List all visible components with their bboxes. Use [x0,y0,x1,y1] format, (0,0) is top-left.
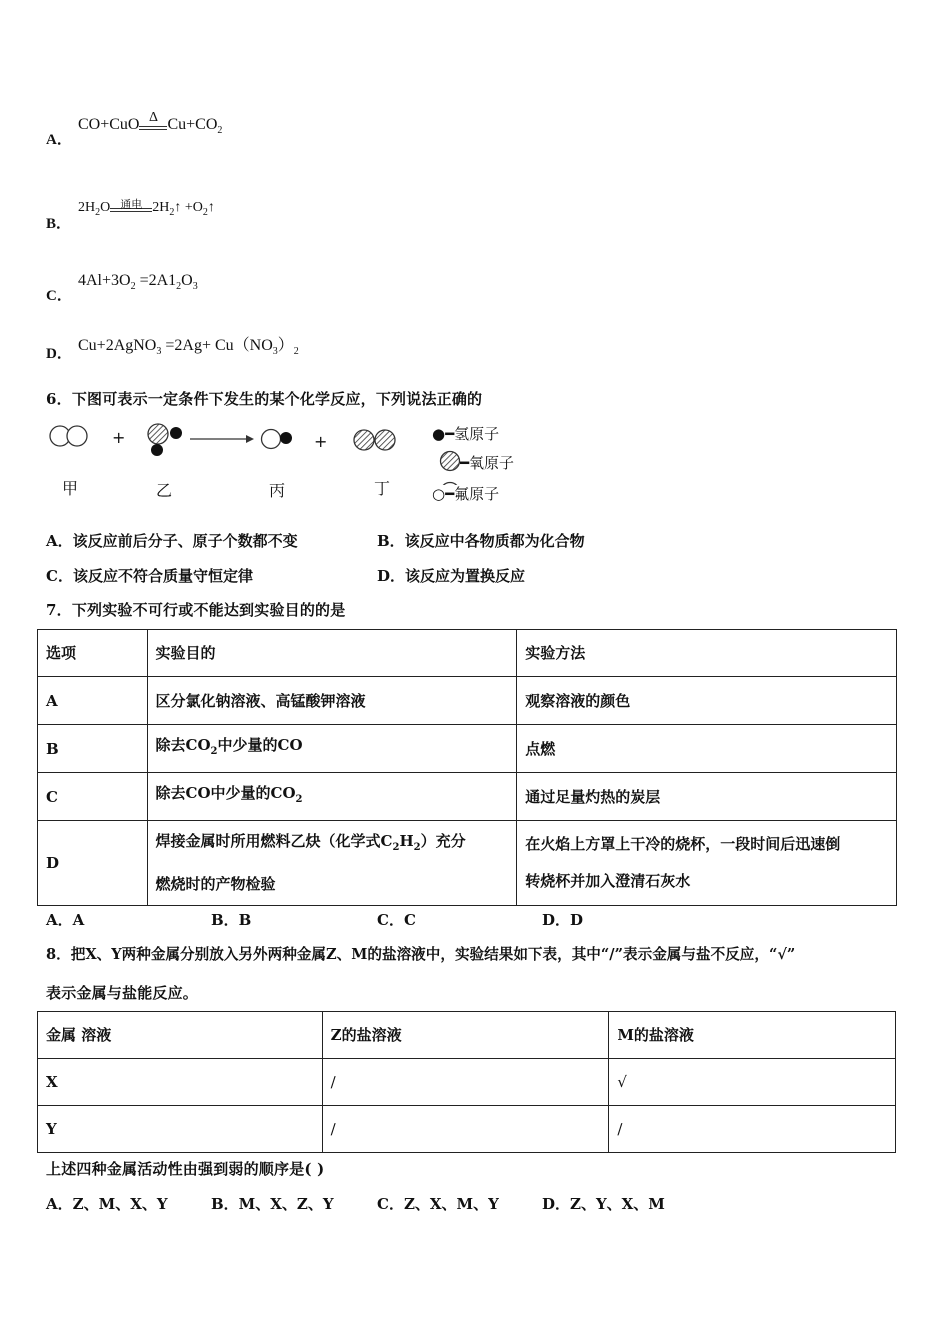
legend-oxygen-icon [441,452,460,471]
q7-table [37,629,897,906]
molecule-bing-icon [262,430,293,449]
molecule-label-yi: 乙 [156,481,173,500]
option-b-label: B． [46,216,72,232]
header-cell: 选项 [38,630,148,677]
table-row [38,1106,896,1153]
legend-oxygen: ━氧原子 [460,454,515,472]
q7-answer-b: B．B [211,911,252,929]
table-row [38,677,897,725]
reaction-arrow-icon [190,435,254,443]
result-cell: √ [609,1059,896,1106]
result-cell: ∕ [322,1059,609,1106]
q7-answer-d: D．D [542,911,584,929]
option-cell: A [38,677,148,725]
table-row [38,821,897,906]
method-cell: 通过足量灼热的炭层 [517,773,897,821]
molecule-label-ding: 丁 [374,479,391,498]
option-cell: B [38,725,148,773]
equation-c: $4Al+3O_2 =2A1_2O_3$ [78,272,198,293]
table-row [38,725,897,773]
result-cell: ∕ [322,1106,609,1153]
header-cell: 金属 溶液 [38,1012,323,1059]
q6-option-a: A．该反应前后分子、原子个数都不变 [46,532,298,550]
question-8-prompt: 上述四种金属活动性由强到弱的顺序是( ) [46,1160,325,1178]
equation-d: Cu+2AgNO$_3$ $=2Ag+ Cu(NO_3)_2$ [78,337,299,358]
table-row [38,1059,896,1106]
q6-option-d: D．该反应为置换反应 [377,567,526,585]
goal-cell: 焊接金属时所用燃料乙炔（化学式$C_2H_2$）充分 燃烧时的产物检验 [147,821,517,906]
option-cell: D [38,821,148,906]
metal-cell: X [38,1059,323,1106]
q8-answer-d: D．Z、Y、X、M [542,1195,665,1213]
method-cell: 点燃 [517,725,897,773]
goal-cell: 区分氯化钠溶液、高锰酸钾溶液 [147,677,517,725]
option-cell: C [38,773,148,821]
molecule-yi-icon [148,424,182,456]
molecule-ding-icon [354,430,395,450]
plus-sign-1: + [112,428,126,447]
legend-hydrogen: ●━氢原子 [432,425,500,443]
table-row [38,773,897,821]
header-cell: Z的盐溶液 [322,1012,609,1059]
metal-cell: Y [38,1106,323,1153]
legend-fluorine: ○━氟原子 [432,485,500,503]
q8-table [37,1011,896,1153]
method-cell: 在火焰上方罩上干冷的烧杯，一段时间后迅速倒 转烧杯并加入澄清石灰水 [517,821,897,906]
q6-option-c: C．该反应不符合质量守恒定律 [46,567,253,585]
table-header-row [38,1012,896,1059]
option-c-label: C． [46,288,72,304]
goal-cell: 除去$CO_2$中少量的CO [147,725,517,773]
molecule-label-jia: 甲 [62,479,79,498]
option-d-label: D． [46,346,72,362]
question-8-stem-line1: 8．把X、Y两种金属分别放入另外两种金属Z、M的盐溶液中，实验结果如下表，其中“/”表示金属与盐不反应，“√” [46,946,796,963]
question-8-stem-line2: 表示金属与盐能反应。 [46,984,199,1002]
option-a-label: A． [46,132,72,148]
q7-answer-c: C．C [377,911,416,929]
header-cell: M的盐溶液 [609,1012,896,1059]
result-cell: ∕ [609,1106,896,1153]
molecule-label-bing: 丙 [269,481,286,500]
question-6-stem: 6．下图可表示一定条件下发生的某个化学反应，下列说法正确的 [46,390,483,408]
q8-answer-c: C．Z、X、M、Y [377,1195,499,1213]
q6-option-b: B．该反应中各物质都为化合物 [377,532,585,550]
table-header-row [38,630,897,677]
header-cell: 实验方法 [517,630,897,677]
q7-answer-a: A．A [46,911,85,929]
plus-sign-2: + [314,432,328,451]
header-cell: 实验目的 [147,630,517,677]
q8-answer-b: B．M、X、Z、Y [211,1195,334,1213]
q8-answer-a: A．Z、M、X、Y [46,1195,168,1213]
molecule-jia-icon [50,426,87,446]
question-7-stem: 7．下列实验不可行或不能达到实验目的的是 [46,601,346,619]
equation-a: CO+CuO Δ $Cu+CO_2$ [78,110,223,137]
goal-cell: 除去CO中少量的$CO_2$ [147,773,517,821]
method-cell: 观察溶液的颜色 [517,677,897,725]
equation-b: $2H_2O$ 通电 $2H_2↑$ $+O_2↑$ [78,198,215,218]
